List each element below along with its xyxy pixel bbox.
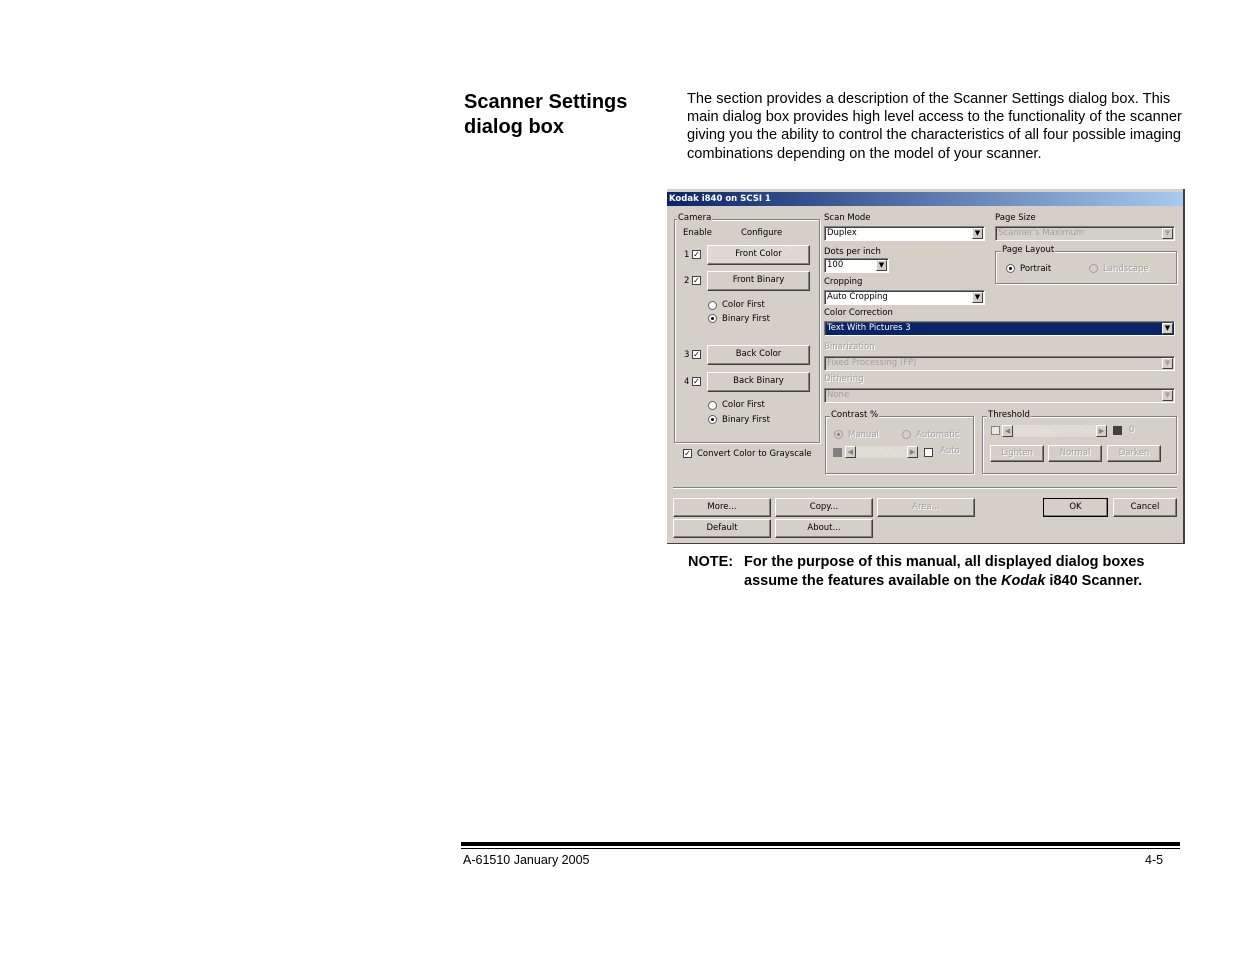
threshold-group-label: Threshold bbox=[988, 410, 1030, 420]
enable-checkbox-4[interactable]: ✓ bbox=[693, 377, 700, 386]
convert-grayscale-label: Convert Color to Grayscale bbox=[697, 449, 812, 459]
dialog-title: Kodak i840 on SCSI 1 bbox=[667, 192, 1183, 206]
front-color-first-label: Color First bbox=[722, 300, 765, 310]
about-button[interactable]: About... bbox=[775, 519, 873, 538]
contrast-group bbox=[825, 416, 974, 474]
area-button[interactable]: Area... bbox=[877, 498, 975, 517]
binarization-label: Binarization bbox=[824, 342, 875, 352]
portrait-radio[interactable] bbox=[1006, 264, 1015, 273]
back-color-button[interactable]: Back Color bbox=[707, 345, 810, 365]
footer-rule-thick bbox=[461, 842, 1180, 846]
page-size-label: Page Size bbox=[995, 213, 1036, 223]
cropping-select[interactable] bbox=[824, 290, 985, 305]
scan-mode-value: Duplex bbox=[827, 228, 857, 238]
threshold-max-swatch bbox=[1113, 426, 1122, 435]
camera-num-2: 2 bbox=[684, 276, 690, 286]
back-binary-button[interactable]: Back Binary bbox=[707, 372, 810, 392]
dpi-select[interactable] bbox=[824, 258, 889, 273]
contrast-manual-label: Manual bbox=[848, 430, 879, 440]
dpi-value: 100 bbox=[827, 260, 844, 270]
camera-group-label: Camera bbox=[678, 213, 712, 223]
front-color-button[interactable]: Front Color bbox=[707, 245, 810, 265]
dithering-label: Dithering bbox=[824, 374, 864, 384]
footer-rule-thin bbox=[461, 848, 1180, 849]
color-correction-label: Color Correction bbox=[824, 308, 893, 318]
cropping-value: Auto Cropping bbox=[827, 292, 888, 302]
dialog-separator bbox=[673, 487, 1177, 489]
normal-button[interactable]: Normal bbox=[1048, 445, 1102, 462]
contrast-slider-track[interactable] bbox=[856, 446, 907, 458]
contrast-group-label: Contrast % bbox=[831, 410, 879, 420]
copy-button[interactable]: Copy... bbox=[775, 498, 873, 517]
note-text-after: i840 Scanner. bbox=[1045, 572, 1143, 589]
enable-checkbox-1[interactable]: ✓ bbox=[693, 250, 700, 259]
back-binary-first-label: Binary First bbox=[722, 415, 770, 425]
scanner-settings-dialog bbox=[667, 189, 1185, 544]
camera-num-3: 3 bbox=[684, 350, 690, 360]
page-size-value: Scanner's Maximum bbox=[998, 228, 1085, 238]
color-correction-select[interactable] bbox=[824, 321, 1175, 336]
note-text bbox=[744, 553, 1184, 590]
camera-num-4: 4 bbox=[684, 377, 690, 387]
chevron-down-icon[interactable]: ▼ bbox=[1162, 228, 1173, 239]
dithering-value: None bbox=[827, 390, 850, 400]
note-label: NOTE: bbox=[688, 554, 734, 570]
contrast-automatic-radio[interactable] bbox=[902, 430, 911, 439]
cancel-button[interactable]: Cancel bbox=[1113, 498, 1177, 517]
front-color-first-radio[interactable] bbox=[708, 301, 717, 310]
chevron-down-icon[interactable]: ▼ bbox=[1162, 323, 1173, 334]
back-color-first-radio[interactable] bbox=[708, 401, 717, 410]
threshold-scroll-left[interactable]: ◀ bbox=[1002, 425, 1013, 437]
enable-checkbox-2[interactable]: ✓ bbox=[693, 276, 700, 285]
contrast-scroll-left[interactable]: ◀ bbox=[845, 446, 856, 458]
more-button[interactable]: More... bbox=[673, 498, 771, 517]
scan-mode-select[interactable] bbox=[824, 226, 985, 241]
threshold-slider-track[interactable] bbox=[1013, 425, 1096, 437]
dithering-select[interactable] bbox=[824, 388, 1175, 403]
contrast-min-swatch bbox=[833, 448, 842, 457]
note-text-before: For the purpose of this manual, all displayed dialog boxes assume the features available on the bbox=[744, 554, 1145, 589]
threshold-min-swatch bbox=[991, 426, 1000, 435]
section-heading: Scanner Settings dialog box bbox=[464, 91, 628, 138]
ok-button[interactable]: OK bbox=[1043, 498, 1108, 517]
configure-header: Configure bbox=[741, 228, 783, 238]
page-layout-label: Page Layout bbox=[1002, 245, 1055, 255]
chevron-down-icon[interactable]: ▼ bbox=[1162, 390, 1173, 401]
lighten-button[interactable]: Lighten bbox=[990, 445, 1044, 462]
back-color-first-label: Color First bbox=[722, 400, 765, 410]
darken-button[interactable]: Darken bbox=[1107, 445, 1161, 462]
binarization-select[interactable] bbox=[824, 356, 1175, 371]
front-binary-first-radio[interactable] bbox=[708, 314, 717, 323]
footer-doc-id: A-61510 January 2005 bbox=[463, 853, 590, 867]
contrast-auto-swatch bbox=[924, 448, 933, 457]
front-binary-button[interactable]: Front Binary bbox=[707, 271, 810, 291]
chevron-down-icon[interactable]: ▼ bbox=[972, 292, 983, 303]
page-size-select[interactable] bbox=[995, 226, 1175, 241]
footer-page-number: 4-5 bbox=[1145, 853, 1164, 867]
contrast-manual-radio[interactable] bbox=[834, 430, 843, 439]
convert-grayscale-checkbox[interactable]: ✓ bbox=[684, 449, 691, 458]
contrast-scroll-right[interactable]: ▶ bbox=[907, 446, 918, 458]
default-button[interactable]: Default bbox=[673, 519, 771, 538]
threshold-value: 0 bbox=[1129, 425, 1135, 435]
threshold-scroll-right[interactable]: ▶ bbox=[1096, 425, 1107, 437]
scan-mode-label: Scan Mode bbox=[824, 213, 871, 223]
enable-header: Enable bbox=[683, 228, 712, 238]
landscape-radio[interactable] bbox=[1089, 264, 1098, 273]
contrast-auto-label: Auto bbox=[940, 446, 960, 456]
contrast-automatic-label: Automatic bbox=[916, 430, 960, 440]
back-binary-first-radio[interactable] bbox=[708, 415, 717, 424]
chevron-down-icon[interactable]: ▼ bbox=[876, 260, 887, 271]
cropping-label: Cropping bbox=[824, 277, 863, 287]
chevron-down-icon[interactable]: ▼ bbox=[972, 228, 983, 239]
camera-num-1: 1 bbox=[684, 250, 690, 260]
binarization-value: Fixed Processing (FP) bbox=[827, 358, 917, 368]
portrait-label: Portrait bbox=[1020, 264, 1052, 274]
enable-checkbox-3[interactable]: ✓ bbox=[693, 350, 700, 359]
color-correction-value: Text With Pictures 3 bbox=[827, 323, 911, 333]
front-binary-first-label: Binary First bbox=[722, 314, 770, 324]
dpi-label: Dots per inch bbox=[824, 247, 881, 257]
note-brand: Kodak bbox=[1001, 572, 1046, 589]
intro-paragraph: The section provides a description of the Scanner Settings dialog box. This main dialog box provides high level access to the functionality of the scanner giving you the ability to control the characteristics of all four possible imaging combinations depending on the model of your scanner. bbox=[687, 91, 1182, 162]
chevron-down-icon[interactable]: ▼ bbox=[1162, 358, 1173, 369]
landscape-label: Landscape bbox=[1103, 264, 1149, 274]
